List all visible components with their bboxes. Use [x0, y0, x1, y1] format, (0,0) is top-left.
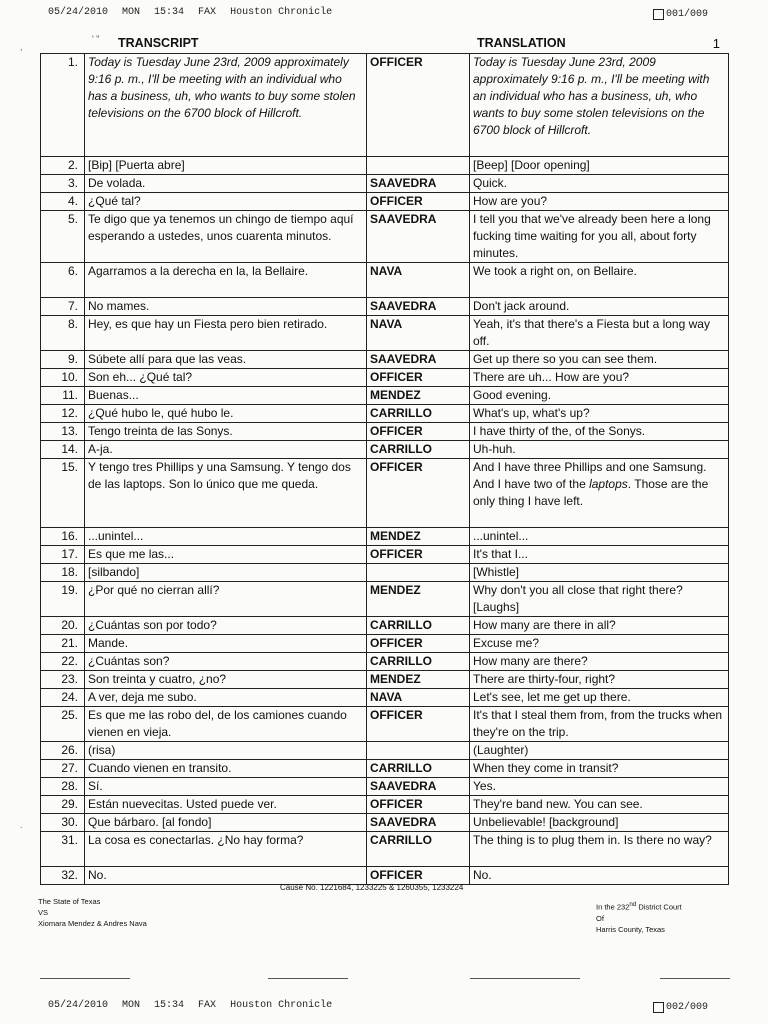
fax-date: 05/24/2010: [48, 1000, 109, 1011]
scan-artifact-line: [40, 978, 130, 979]
table-row: [41, 405, 729, 423]
page-number: 1: [712, 36, 720, 51]
row-number: 5.: [41, 211, 85, 263]
speaker-cell: MENDEZ: [367, 528, 470, 546]
speaker-cell: NAVA: [367, 263, 470, 298]
transcript-cell: De volada.: [85, 175, 367, 193]
row-number: 8.: [41, 316, 85, 351]
transcript-cell: Mande.: [85, 635, 367, 653]
row-number: 4.: [41, 193, 85, 211]
speaker-cell: CARRILLO: [367, 832, 470, 867]
transcript-cell: Cuando vienen en transito.: [85, 760, 367, 778]
transcript-cell: Sí.: [85, 778, 367, 796]
table-row: [41, 441, 729, 459]
transcript-cell: ¿Cuántas son?: [85, 653, 367, 671]
scan-artifact-line: [470, 978, 580, 979]
speaker-cell: SAAVEDRA: [367, 778, 470, 796]
row-number: 14.: [41, 441, 85, 459]
row-number: 18.: [41, 564, 85, 582]
transcript-cell: Es que me las robo del, de los camiones cuando vienen en vieja.: [85, 707, 367, 742]
speaker-cell: OFFICER: [367, 546, 470, 564]
table-row: [41, 689, 729, 707]
case-parties: [38, 896, 147, 929]
fax-page: 001/009: [665, 8, 708, 20]
fax-page: 002/009: [665, 1001, 708, 1013]
court-ordinal: nd: [629, 901, 637, 908]
row-number: 24.: [41, 689, 85, 707]
table-row: [41, 796, 729, 814]
translation-cell: I tell you that we've already been here a long fucking time waiting for you all, about forty minutes.: [470, 211, 729, 263]
table-row: [41, 54, 729, 157]
row-number: 23.: [41, 671, 85, 689]
translation-cell: Don't jack around.: [470, 298, 729, 316]
speaker-cell: OFFICER: [367, 867, 470, 885]
translation-cell: Uh-huh.: [470, 441, 729, 459]
transcript-cell: A-ja.: [85, 441, 367, 459]
fax-day: MON: [122, 7, 141, 18]
speaker-cell: CARRILLO: [367, 441, 470, 459]
row-number: 22.: [41, 653, 85, 671]
table-row: [41, 351, 729, 369]
transcript-cell: No mames.: [85, 298, 367, 316]
speaker-cell: MENDEZ: [367, 671, 470, 689]
table-row: [41, 617, 729, 635]
table-row: [41, 193, 729, 211]
table-row: [41, 369, 729, 387]
transcript-cell: No.: [85, 867, 367, 885]
table-row: [41, 832, 729, 867]
row-number: 6.: [41, 263, 85, 298]
transcript-heading: TRANSCRIPT: [118, 36, 199, 50]
table-row: [41, 211, 729, 263]
speaker-cell: SAAVEDRA: [367, 814, 470, 832]
translation-cell: Get up there so you can see them.: [470, 351, 729, 369]
translation-text: And I have three Phillips and one Samsung. And I have two of the: [473, 460, 707, 491]
transcript-cell: La cosa es conectarlas. ¿No hay forma?: [85, 832, 367, 867]
defendants: Xiomara Mendez & Andres Nava: [38, 919, 147, 928]
row-number: 2.: [41, 157, 85, 175]
translation-cell: Why don't you all close that right there? [Laughs]: [470, 582, 729, 617]
transcript-cell: Es que me las...: [85, 546, 367, 564]
row-number: 28.: [41, 778, 85, 796]
margin-mark: ,: [20, 42, 23, 52]
row-number: 15.: [41, 459, 85, 528]
transcript-cell: Y tengo tres Phillips y una Samsung. Y tengo dos de las laptops. Son lo único que me queda.: [85, 459, 367, 528]
scan-artifact-line: [268, 978, 348, 979]
translation-cell: The thing is to plug them in. Is there no way?: [470, 832, 729, 867]
transcript-cell: [Bip] [Puerta abre]: [85, 157, 367, 175]
transcript-cell: ¿Qué hubo le, qué hubo le.: [85, 405, 367, 423]
translation-cell: Quick.: [470, 175, 729, 193]
table-row: [41, 653, 729, 671]
table-row: [41, 564, 729, 582]
translation-emphasis: laptops: [589, 477, 628, 491]
fax-time: 15:34: [154, 1000, 185, 1011]
speaker-cell: OFFICER: [367, 796, 470, 814]
row-number: 11.: [41, 387, 85, 405]
transcript-cell: ¿Cuántas son por todo?: [85, 617, 367, 635]
translation-cell: We took a right on, on Bellaire.: [470, 263, 729, 298]
speaker-cell: MENDEZ: [367, 582, 470, 617]
margin-mark: .: [20, 820, 23, 830]
translation-cell: No.: [470, 867, 729, 885]
court-type: District Court: [636, 902, 682, 912]
translation-cell: They're band new. You can see.: [470, 796, 729, 814]
speaker-cell: OFFICER: [367, 369, 470, 387]
translation-cell: Today is Tuesday June 23rd, 2009 approximately 9:16 p. m., I'll be meeting with an individual who has a business, uh, who wants to buy some stolen televisions on the 6700 block of Hillcroft.: [470, 54, 729, 157]
translation-cell: How many are there?: [470, 653, 729, 671]
court-info: [596, 899, 682, 935]
speaker-cell: SAAVEDRA: [367, 175, 470, 193]
speaker-cell: CARRILLO: [367, 617, 470, 635]
translation-cell: Let's see, let me get up there.: [470, 689, 729, 707]
translation-cell: Good evening.: [470, 387, 729, 405]
transcript-cell: Buenas...: [85, 387, 367, 405]
fax-sender: Houston Chronicle: [230, 7, 333, 18]
row-number: 3.: [41, 175, 85, 193]
speaker-cell: OFFICER: [367, 707, 470, 742]
row-number: 1.: [41, 54, 85, 157]
translation-cell: Unbelievable! [background]: [470, 814, 729, 832]
court-line-1: [596, 899, 682, 913]
transcript-cell: ...unintel...: [85, 528, 367, 546]
translation-cell: It's that I...: [470, 546, 729, 564]
table-row: [41, 316, 729, 351]
row-number: 32.: [41, 867, 85, 885]
speaker-cell: OFFICER: [367, 635, 470, 653]
court-line-3: Harris County, Texas: [596, 924, 665, 934]
translation-cell: [Beep] [Door opening]: [470, 157, 729, 175]
transcript-table: [40, 53, 729, 885]
transcript-cell: [silbando]: [85, 564, 367, 582]
row-number: 16.: [41, 528, 85, 546]
row-number: 25.: [41, 707, 85, 742]
transcript-cell: Que bárbaro. [al fondo]: [85, 814, 367, 832]
translation-cell: There are uh... How are you?: [470, 369, 729, 387]
fax-day: MON: [122, 1000, 141, 1011]
transcript-cell: Te digo que ya tenemos un chingo de tiempo aquí esperando a ustedes, unos cuarenta minutos.: [85, 211, 367, 263]
row-number: 13.: [41, 423, 85, 441]
fax-type: FAX: [198, 1000, 217, 1011]
transcript-cell: A ver, deja me subo.: [85, 689, 367, 707]
row-number: 17.: [41, 546, 85, 564]
row-number: 10.: [41, 369, 85, 387]
fax-date: 05/24/2010: [48, 7, 109, 18]
fax-checkbox-icon: [653, 9, 664, 20]
fax-sender: Houston Chronicle: [230, 1000, 333, 1011]
fax-type: FAX: [198, 7, 217, 18]
row-number: 27.: [41, 760, 85, 778]
speaker-cell: OFFICER: [367, 193, 470, 211]
fax-header-bottom: [48, 1000, 708, 1014]
transcript-cell: Están nuevecitas. Usted puede ver.: [85, 796, 367, 814]
table-row: [41, 814, 729, 832]
translation-cell: ...unintel...: [470, 528, 729, 546]
cause-number: Cause No. 1221684, 1233225 & 1260355, 1233224: [280, 883, 464, 892]
row-number: 29.: [41, 796, 85, 814]
table-row: [41, 175, 729, 193]
translation-cell: There are thirty-four, right?: [470, 671, 729, 689]
transcript-cell: Hey, es que hay un Fiesta pero bien retirado.: [85, 316, 367, 351]
speaker-cell: [367, 157, 470, 175]
table-row: [41, 298, 729, 316]
fax-header-top: [48, 7, 708, 21]
speaker-cell: NAVA: [367, 316, 470, 351]
transcript-cell: Súbete allí para que las veas.: [85, 351, 367, 369]
speaker-cell: OFFICER: [367, 459, 470, 528]
table-row: [41, 778, 729, 796]
table-row: [41, 671, 729, 689]
versus: VS: [38, 908, 49, 917]
row-number: 26.: [41, 742, 85, 760]
court-name: In the 232: [596, 902, 630, 912]
row-number: 20.: [41, 617, 85, 635]
speaker-cell: CARRILLO: [367, 760, 470, 778]
translation-cell: [470, 459, 729, 528]
speaker-cell: MENDEZ: [367, 387, 470, 405]
translation-cell: What's up, what's up?: [470, 405, 729, 423]
table-row: [41, 707, 729, 742]
table-row: [41, 635, 729, 653]
speaker-cell: NAVA: [367, 689, 470, 707]
table-row: [41, 582, 729, 617]
transcript-cell: (risa): [85, 742, 367, 760]
scan-artifact-line: [660, 978, 730, 979]
row-number: 9.: [41, 351, 85, 369]
speaker-cell: [367, 742, 470, 760]
plaintiff: The State of Texas: [38, 897, 101, 906]
translation-cell: It's that I steal them from, from the trucks when they're on the trip.: [470, 707, 729, 742]
table-row: [41, 760, 729, 778]
translation-heading: TRANSLATION: [477, 36, 566, 50]
translation-cell: Yes.: [470, 778, 729, 796]
table-row: [41, 528, 729, 546]
column-headers: [40, 36, 720, 54]
speaker-cell: CARRILLO: [367, 653, 470, 671]
transcript-cell: Today is Tuesday June 23rd, 2009 approximately 9:16 p. m., I'll be meeting with an individual who has a business, uh, who wants to buy some stolen televisions on the 6700 block of Hillcroft.: [85, 54, 367, 157]
table-row: [41, 387, 729, 405]
translation-cell: [Whistle]: [470, 564, 729, 582]
speaker-cell: [367, 564, 470, 582]
transcript-cell: ¿Qué tal?: [85, 193, 367, 211]
table-row: [41, 459, 729, 528]
table-row: [41, 742, 729, 760]
speaker-cell: SAAVEDRA: [367, 351, 470, 369]
row-number: 30.: [41, 814, 85, 832]
court-line-2: Of: [596, 913, 604, 923]
speaker-cell: CARRILLO: [367, 405, 470, 423]
table-row: [41, 423, 729, 441]
translation-cell: Yeah, it's that there's a Fiesta but a long way off.: [470, 316, 729, 351]
translation-cell: Excuse me?: [470, 635, 729, 653]
translation-cell: (Laughter): [470, 742, 729, 760]
row-number: 31.: [41, 832, 85, 867]
fax-time: 15:34: [154, 7, 185, 18]
speaker-cell: SAAVEDRA: [367, 211, 470, 263]
table-row: [41, 157, 729, 175]
translation-cell: How are you?: [470, 193, 729, 211]
translation-cell: How many are there in all?: [470, 617, 729, 635]
row-number: 19.: [41, 582, 85, 617]
speaker-cell: SAAVEDRA: [367, 298, 470, 316]
translation-text: . Those are the only thing I have left.: [473, 477, 709, 508]
row-number: 7.: [41, 298, 85, 316]
row-number: 21.: [41, 635, 85, 653]
header-tick: ' ": [92, 34, 100, 44]
transcript-cell: ¿Por qué no cierran allí?: [85, 582, 367, 617]
table-row: [41, 546, 729, 564]
table-row: [41, 263, 729, 298]
fax-page-indicator: [653, 7, 708, 21]
transcript-cell: Tengo treinta de las Sonys.: [85, 423, 367, 441]
translation-cell: When they come in transit?: [470, 760, 729, 778]
transcript-cell: Son treinta y cuatro, ¿no?: [85, 671, 367, 689]
speaker-cell: OFFICER: [367, 54, 470, 157]
transcript-cell: Son eh... ¿Qué tal?: [85, 369, 367, 387]
row-number: 12.: [41, 405, 85, 423]
fax-page-indicator: [653, 1000, 708, 1014]
case-footer: [0, 882, 768, 932]
translation-cell: I have thirty of the, of the Sonys.: [470, 423, 729, 441]
transcript-cell: Agarramos a la derecha en la, la Bellaire.: [85, 263, 367, 298]
fax-checkbox-icon: [653, 1002, 664, 1013]
speaker-cell: OFFICER: [367, 423, 470, 441]
